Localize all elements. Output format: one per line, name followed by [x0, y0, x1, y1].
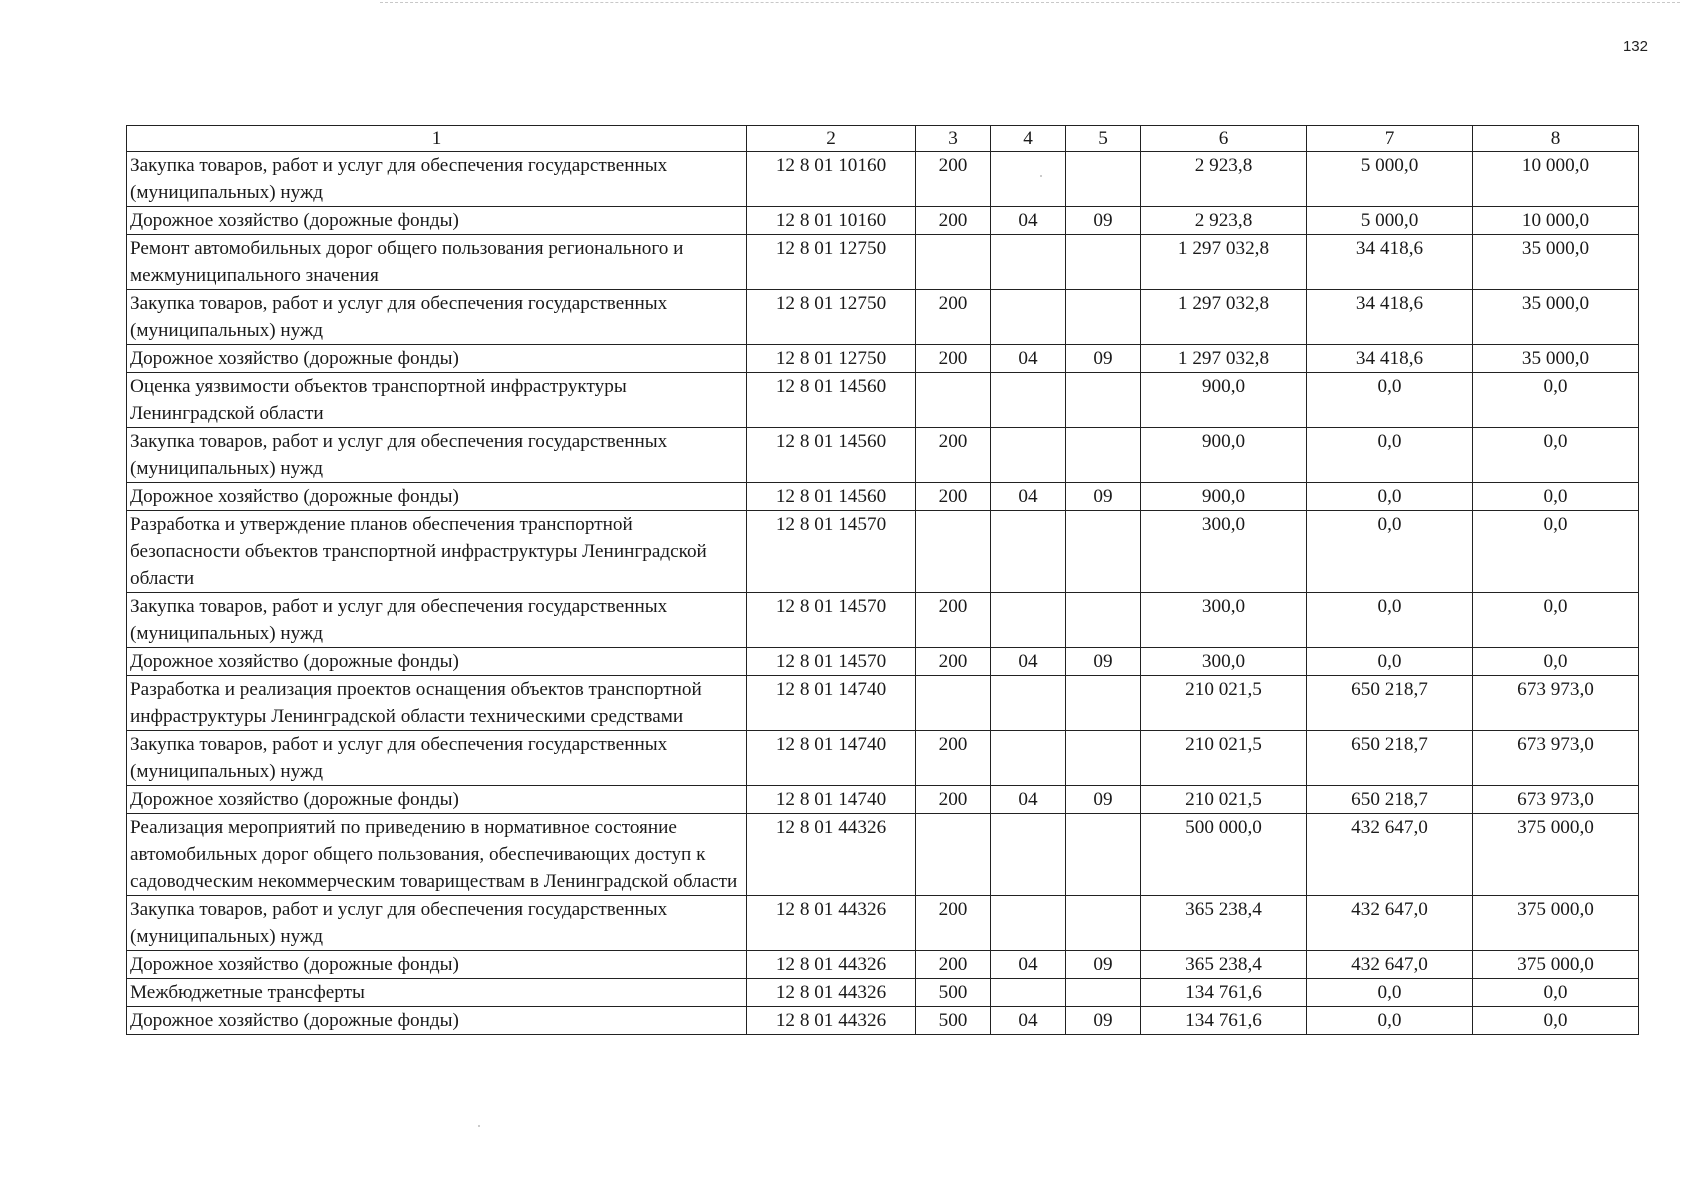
header-col-8: 8: [1473, 126, 1639, 152]
cell-amount-year-3: 673 973,0: [1473, 786, 1639, 814]
cell-amount-year-1: 1 297 032,8: [1141, 290, 1307, 345]
cell-subsection: 09: [1066, 483, 1141, 511]
cell-expense-type: 200: [916, 345, 991, 373]
cell-amount-year-2: 432 647,0: [1307, 951, 1473, 979]
cell-description: Оценка уязвимости объектов транспортной инфраструктуры Ленинградской области: [127, 373, 747, 428]
cell-expense-type: [916, 814, 991, 896]
cell-amount-year-2: 432 647,0: [1307, 814, 1473, 896]
cell-amount-year-1: 210 021,5: [1141, 731, 1307, 786]
cell-amount-year-3: 673 973,0: [1473, 731, 1639, 786]
header-col-1: 1: [127, 126, 747, 152]
cell-amount-year-2: 650 218,7: [1307, 786, 1473, 814]
cell-amount-year-3: 375 000,0: [1473, 896, 1639, 951]
table-row: [127, 951, 1639, 979]
table-row: [127, 786, 1639, 814]
cell-subsection: 09: [1066, 648, 1141, 676]
cell-section: [991, 979, 1066, 1007]
table-row: [127, 731, 1639, 786]
cell-amount-year-3: 0,0: [1473, 1007, 1639, 1035]
cell-subsection: 09: [1066, 1007, 1141, 1035]
cell-amount-year-1: 900,0: [1141, 483, 1307, 511]
cell-target-code: 12 8 01 14740: [747, 676, 916, 731]
table-row: [127, 1007, 1639, 1035]
cell-amount-year-3: 0,0: [1473, 979, 1639, 1007]
header-col-2: 2: [747, 126, 916, 152]
table-row: [127, 511, 1639, 593]
cell-section: [991, 676, 1066, 731]
cell-description: Дорожное хозяйство (дорожные фонды): [127, 951, 747, 979]
cell-amount-year-3: 10 000,0: [1473, 207, 1639, 235]
cell-subsection: [1066, 428, 1141, 483]
cell-amount-year-2: 0,0: [1307, 373, 1473, 428]
cell-amount-year-2: 650 218,7: [1307, 676, 1473, 731]
cell-amount-year-1: 134 761,6: [1141, 1007, 1307, 1035]
cell-subsection: [1066, 373, 1141, 428]
cell-expense-type: 200: [916, 483, 991, 511]
cell-subsection: [1066, 814, 1141, 896]
cell-expense-type: 500: [916, 1007, 991, 1035]
cell-amount-year-2: 5 000,0: [1307, 152, 1473, 207]
cell-amount-year-3: 0,0: [1473, 511, 1639, 593]
cell-amount-year-3: 0,0: [1473, 428, 1639, 483]
cell-target-code: 12 8 01 12750: [747, 345, 916, 373]
table-row: [127, 814, 1639, 896]
cell-section: [991, 511, 1066, 593]
table-row: [127, 373, 1639, 428]
cell-section: 04: [991, 951, 1066, 979]
cell-amount-year-1: 300,0: [1141, 648, 1307, 676]
cell-expense-type: 200: [916, 786, 991, 814]
cell-expense-type: [916, 676, 991, 731]
cell-amount-year-3: 35 000,0: [1473, 235, 1639, 290]
cell-amount-year-2: 0,0: [1307, 593, 1473, 648]
cell-amount-year-1: 2 923,8: [1141, 152, 1307, 207]
cell-section: 04: [991, 1007, 1066, 1035]
cell-subsection: [1066, 235, 1141, 290]
cell-amount-year-2: 0,0: [1307, 428, 1473, 483]
cell-description: Межбюджетные трансферты: [127, 979, 747, 1007]
cell-expense-type: [916, 235, 991, 290]
cell-amount-year-3: 673 973,0: [1473, 676, 1639, 731]
cell-amount-year-3: 375 000,0: [1473, 814, 1639, 896]
cell-expense-type: 200: [916, 428, 991, 483]
cell-amount-year-2: 0,0: [1307, 511, 1473, 593]
cell-subsection: [1066, 152, 1141, 207]
cell-amount-year-3: 0,0: [1473, 483, 1639, 511]
cell-target-code: 12 8 01 14570: [747, 648, 916, 676]
cell-amount-year-1: 210 021,5: [1141, 676, 1307, 731]
cell-amount-year-2: 650 218,7: [1307, 731, 1473, 786]
cell-description: Закупка товаров, работ и услуг для обеспечения государственных (муниципальных) нужд: [127, 428, 747, 483]
cell-amount-year-2: 34 418,6: [1307, 345, 1473, 373]
cell-target-code: 12 8 01 44326: [747, 979, 916, 1007]
cell-expense-type: [916, 511, 991, 593]
cell-target-code: 12 8 01 12750: [747, 235, 916, 290]
cell-subsection: [1066, 511, 1141, 593]
cell-subsection: 09: [1066, 207, 1141, 235]
scan-edge-line: [380, 2, 1680, 3]
cell-subsection: [1066, 731, 1141, 786]
cell-description: Закупка товаров, работ и услуг для обеспечения государственных (муниципальных) нужд: [127, 593, 747, 648]
cell-target-code: 12 8 01 10160: [747, 152, 916, 207]
cell-section: 04: [991, 345, 1066, 373]
cell-amount-year-2: 0,0: [1307, 979, 1473, 1007]
cell-expense-type: 200: [916, 731, 991, 786]
cell-section: [991, 290, 1066, 345]
cell-description: Реализация мероприятий по приведению в нормативное состояние автомобильных дорог общего пользования, обеспечивающих доступ к садоводческим некоммерческим товариществам в Ленинградской области: [127, 814, 747, 896]
cell-expense-type: 200: [916, 896, 991, 951]
cell-section: [991, 896, 1066, 951]
table-row: [127, 345, 1639, 373]
cell-section: [991, 593, 1066, 648]
table-row: [127, 593, 1639, 648]
cell-subsection: [1066, 676, 1141, 731]
cell-amount-year-1: 900,0: [1141, 428, 1307, 483]
table-row: [127, 235, 1639, 290]
cell-amount-year-2: 432 647,0: [1307, 896, 1473, 951]
cell-description: Ремонт автомобильных дорог общего пользования регионального и межмуниципального значения: [127, 235, 747, 290]
header-col-4: 4: [991, 126, 1066, 152]
table-row: [127, 979, 1639, 1007]
cell-subsection: [1066, 979, 1141, 1007]
cell-target-code: 12 8 01 14740: [747, 786, 916, 814]
cell-description: Закупка товаров, работ и услуг для обеспечения государственных (муниципальных) нужд: [127, 731, 747, 786]
cell-description: Дорожное хозяйство (дорожные фонды): [127, 1007, 747, 1035]
cell-expense-type: [916, 373, 991, 428]
cell-description: Дорожное хозяйство (дорожные фонды): [127, 786, 747, 814]
cell-target-code: 12 8 01 44326: [747, 814, 916, 896]
cell-target-code: 12 8 01 44326: [747, 896, 916, 951]
cell-subsection: [1066, 290, 1141, 345]
cell-section: [991, 373, 1066, 428]
cell-amount-year-2: 0,0: [1307, 1007, 1473, 1035]
cell-amount-year-2: 34 418,6: [1307, 290, 1473, 345]
cell-amount-year-2: 34 418,6: [1307, 235, 1473, 290]
table-row: [127, 290, 1639, 345]
cell-target-code: 12 8 01 14560: [747, 428, 916, 483]
cell-amount-year-3: 0,0: [1473, 373, 1639, 428]
cell-target-code: 12 8 01 12750: [747, 290, 916, 345]
cell-amount-year-1: 500 000,0: [1141, 814, 1307, 896]
cell-amount-year-3: 375 000,0: [1473, 951, 1639, 979]
cell-description: Разработка и утверждение планов обеспечения транспортной безопасности объектов транспортной инфраструктуры Ленинградской области: [127, 511, 747, 593]
cell-amount-year-2: 0,0: [1307, 648, 1473, 676]
scan-speck: [1040, 175, 1042, 177]
cell-target-code: 12 8 01 14560: [747, 373, 916, 428]
table-row: [127, 428, 1639, 483]
table-row: [127, 152, 1639, 207]
cell-expense-type: 200: [916, 593, 991, 648]
cell-target-code: 12 8 01 14560: [747, 483, 916, 511]
cell-amount-year-3: 0,0: [1473, 593, 1639, 648]
scan-speck: [478, 1125, 480, 1127]
cell-expense-type: 200: [916, 290, 991, 345]
cell-section: [991, 814, 1066, 896]
cell-amount-year-1: 900,0: [1141, 373, 1307, 428]
cell-subsection: [1066, 896, 1141, 951]
cell-description: Закупка товаров, работ и услуг для обеспечения государственных (муниципальных) нужд: [127, 290, 747, 345]
cell-description: Закупка товаров, работ и услуг для обеспечения государственных (муниципальных) нужд: [127, 152, 747, 207]
cell-description: Дорожное хозяйство (дорожные фонды): [127, 483, 747, 511]
cell-section: 04: [991, 207, 1066, 235]
cell-section: 04: [991, 786, 1066, 814]
cell-section: [991, 731, 1066, 786]
cell-section: 04: [991, 483, 1066, 511]
page-number: 132: [1622, 38, 1648, 55]
cell-section: 04: [991, 648, 1066, 676]
cell-subsection: [1066, 593, 1141, 648]
cell-subsection: 09: [1066, 345, 1141, 373]
cell-amount-year-2: 5 000,0: [1307, 207, 1473, 235]
cell-amount-year-3: 10 000,0: [1473, 152, 1639, 207]
cell-amount-year-1: 300,0: [1141, 593, 1307, 648]
cell-description: Дорожное хозяйство (дорожные фонды): [127, 648, 747, 676]
cell-expense-type: 500: [916, 979, 991, 1007]
cell-section: [991, 152, 1066, 207]
cell-target-code: 12 8 01 44326: [747, 1007, 916, 1035]
table-row: [127, 896, 1639, 951]
cell-subsection: 09: [1066, 951, 1141, 979]
cell-amount-year-1: 365 238,4: [1141, 896, 1307, 951]
cell-description: Закупка товаров, работ и услуг для обеспечения государственных (муниципальных) нужд: [127, 896, 747, 951]
table-row: [127, 207, 1639, 235]
cell-expense-type: 200: [916, 951, 991, 979]
cell-amount-year-3: 0,0: [1473, 648, 1639, 676]
cell-section: [991, 235, 1066, 290]
cell-amount-year-3: 35 000,0: [1473, 290, 1639, 345]
header-col-3: 3: [916, 126, 991, 152]
header-col-6: 6: [1141, 126, 1307, 152]
cell-amount-year-1: 134 761,6: [1141, 979, 1307, 1007]
table-row: [127, 648, 1639, 676]
cell-subsection: 09: [1066, 786, 1141, 814]
cell-target-code: 12 8 01 14570: [747, 593, 916, 648]
cell-amount-year-1: 300,0: [1141, 511, 1307, 593]
cell-target-code: 12 8 01 44326: [747, 951, 916, 979]
header-col-7: 7: [1307, 126, 1473, 152]
cell-amount-year-1: 1 297 032,8: [1141, 235, 1307, 290]
cell-amount-year-3: 35 000,0: [1473, 345, 1639, 373]
cell-expense-type: 200: [916, 152, 991, 207]
header-col-5: 5: [1066, 126, 1141, 152]
cell-amount-year-1: 210 021,5: [1141, 786, 1307, 814]
cell-target-code: 12 8 01 10160: [747, 207, 916, 235]
cell-section: [991, 428, 1066, 483]
table-header-row: [127, 126, 1639, 152]
cell-description: Разработка и реализация проектов оснащения объектов транспортной инфраструктуры Ленинградской области техническими средствами: [127, 676, 747, 731]
cell-amount-year-1: 2 923,8: [1141, 207, 1307, 235]
cell-amount-year-1: 365 238,4: [1141, 951, 1307, 979]
cell-expense-type: 200: [916, 207, 991, 235]
cell-target-code: 12 8 01 14570: [747, 511, 916, 593]
cell-target-code: 12 8 01 14740: [747, 731, 916, 786]
cell-amount-year-2: 0,0: [1307, 483, 1473, 511]
table-row: [127, 483, 1639, 511]
budget-table: [126, 125, 1639, 1035]
table-row: [127, 676, 1639, 731]
cell-amount-year-1: 1 297 032,8: [1141, 345, 1307, 373]
cell-expense-type: 200: [916, 648, 991, 676]
cell-description: Дорожное хозяйство (дорожные фонды): [127, 207, 747, 235]
cell-description: Дорожное хозяйство (дорожные фонды): [127, 345, 747, 373]
